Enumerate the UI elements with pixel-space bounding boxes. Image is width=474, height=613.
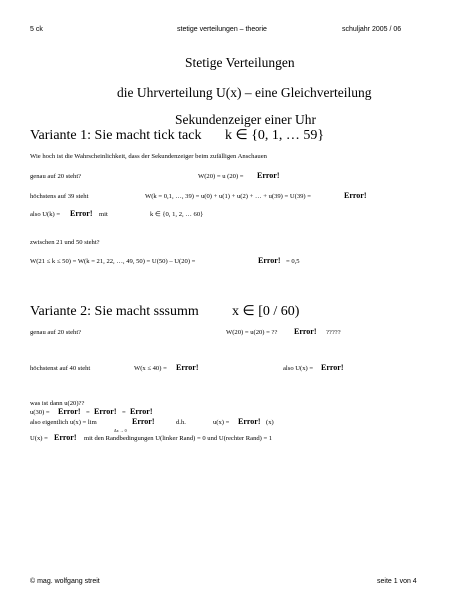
variant2-eq1: = [86,409,90,416]
error-field-lim: Error! [132,417,155,426]
variant2-q40-formula: W(x ≤ 40) = [134,365,167,372]
variant1-heading: Variante 1: Sie macht tick tack [30,128,202,143]
variant1-mit: mit [99,211,108,218]
variant2-q20-label: genau auf 20 steht? [30,329,82,336]
variant2-ux-label: U(x) = [30,435,48,442]
error-field-u20: Error! [257,171,280,180]
variant1-k-range: k ∈ {0, 1, 2, … 60} [150,211,204,218]
variant1-set: k ∈ {0, 1, … 59} [225,128,325,143]
variant2-dh-formula: u(x) = [213,419,230,426]
variant1-between-result: = 0,5 [286,258,300,265]
header-left: 5 ck [30,26,43,33]
error-field-w40: Error! [176,363,199,372]
variant1-q20-label: genau auf 20 steht? [30,173,82,180]
variant2-heading: Variante 2: Sie macht sssumm [30,304,199,319]
variant2-dh: d.h. [176,419,186,426]
variant2-u30-label: u(30) = [30,409,50,416]
error-field-ux: Error! [321,363,344,372]
error-field-u39: Error! [344,191,367,200]
footer-left: © mag. wolfgang streit [30,578,100,585]
variant2-q20-marks: ????? [326,329,341,336]
title-uhrverteilung: die Uhrverteilung U(x) – eine Gleichverteilung [117,85,372,100]
footer-right: seite 1 von 4 [377,578,417,585]
error-field-u30-b: Error! [94,407,117,416]
title-sekundenzeiger: Sekundenzeiger einer Uhr [175,112,316,127]
variant2-set: x ∈ [0 / 60) [232,304,300,319]
variant1-q39-label: höchstens auf 39 steht [30,193,89,200]
title-stetige-verteilungen: Stetige Verteilungen [185,55,295,70]
error-field-between: Error! [258,256,281,265]
variant1-q20-formula: W(20) = u (20) = [198,173,244,180]
error-field-v2-u20: Error! [294,327,317,336]
error-field-u30-a: Error! [58,407,81,416]
error-field-u30-c: Error! [130,407,153,416]
error-field-dh: Error! [238,417,261,426]
lim-subscript: Δx → 0 [114,428,127,433]
variant2-eigentlich-label: also eigentlich u(x) = lim [30,419,97,426]
header-right: schuljahr 2005 / 06 [342,26,402,33]
variant1-between-label: zwischen 21 und 50 steht? [30,239,100,246]
variant1-between-formula: W(21 ≤ k ≤ 50) = W(k = 21, 22, …, 49, 50) = U(50) – U(20) = [30,258,196,265]
variant1-also-label: also U(k) = [30,211,61,218]
variant2-x-paren: (x) [266,419,274,426]
variant2-q40-label: höchstenst auf 40 steht [30,365,91,372]
variant2-was-label: was ist dann u(20)?? [30,400,85,407]
header-center: stetige verteilungen – theorie [177,26,267,33]
variant2-q20-formula: W(20) = u(20) = ?? [226,329,278,336]
variant2-also-ux-label: also U(x) = [283,365,314,372]
error-field-uk: Error! [70,209,93,218]
variant2-eq2: = [122,409,126,416]
variant1-q39-formula: W(k = 0,1, …, 39) = u(0) + u(1) + u(2) + … + u(39) = U(39) = [145,193,311,200]
error-field-ux-rand: Error! [54,433,77,442]
variant1-question: Wie hoch ist die Wahrscheinlichkeit, dass der Sekundenzeiger beim zufälligen Anschauen [30,153,267,160]
variant2-randbedingungen: mit den Randbedingungen U(linker Rand) = 0 und U(rechter Rand) = 1 [84,435,273,442]
